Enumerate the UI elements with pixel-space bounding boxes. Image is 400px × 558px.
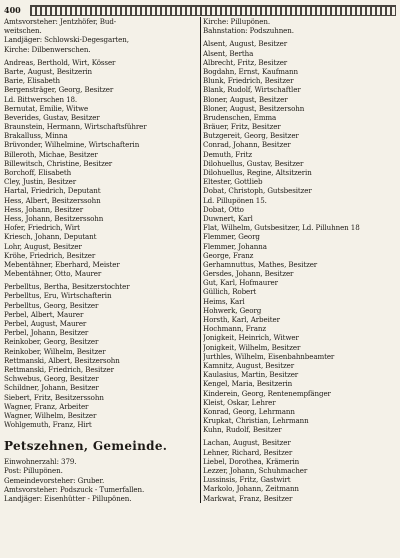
directory-entry: Mebentähner, Eberhard, Meister <box>4 259 120 269</box>
directory-entry: Hess, Johann, Besitzerssohn <box>4 213 104 223</box>
directory-entry: Bergensträger, Georg, Besitzer <box>4 85 114 95</box>
directory-entry: Mebentähner, Otto, Maurer <box>4 269 102 279</box>
directory-entry: Lachan, August, Besitzer <box>203 438 291 448</box>
directory-entry: Bahnstation: Podszuhnen. <box>203 26 294 36</box>
directory-entry: Hofer, Friedrich, Wirt <box>4 223 80 233</box>
directory-entry: Reinkober, Georg, Besitzer <box>4 337 99 347</box>
directory-entry: Kirche: Pillupönen. <box>203 17 270 26</box>
directory-entry: Wagner, Franz, Arbeiter <box>4 401 89 411</box>
directory-entry: Kröhe, Friedrich, Besitzer <box>4 250 96 260</box>
directory-entry: Demuth, Fritz <box>203 149 252 159</box>
directory-entry: Horsth, Karl, Arbeiter <box>203 315 280 324</box>
directory-entry: Rettmanski, Friedrich, Besitzer <box>4 364 114 374</box>
directory-entry: Barte, August, Besitzerin <box>4 66 93 76</box>
directory-entry: Hohwerk, Georg <box>203 305 262 315</box>
directory-entry: Schwebus, Georg, Besitzer <box>4 374 99 384</box>
directory-entry: Billewitsch, Christine, Besitzer <box>4 158 113 168</box>
directory-entry: Lezzer, Johann, Schuhmacher <box>203 466 308 475</box>
directory-entry: Güllich, Robert <box>203 287 257 297</box>
directory-entry: Amtsvorsteher: Jentzhöfer, Bud- <box>4 17 117 26</box>
directory-entry: Kriesch, Johann, Deputant <box>4 232 97 242</box>
directory-entry: Kaulasius, Martin, Besitzer <box>203 370 299 380</box>
directory-entry: Billeroth, Michae, Besitzer <box>4 149 98 159</box>
directory-entry: Krupkat, Christian, Lehrmann <box>203 416 309 426</box>
left-column <box>4 17 197 503</box>
directory-entry: Alsent, August, Besitzer <box>203 39 288 49</box>
directory-entry: Perbel, Albert, Maurer <box>4 309 84 319</box>
gemeinde-info-line: Gemeindevorsteher: Gruber. <box>4 475 105 485</box>
directory-entry: George, Franz <box>203 250 254 260</box>
directory-entry: Landjäger: Schlowski-Degesgarten, <box>4 35 129 45</box>
directory-entry: Gut, Karl, Hofmaurer <box>203 278 278 288</box>
directory-entry: Gerhamnuttus, Mathes, Besitzer <box>203 259 318 269</box>
directory-entry: Albrecht, Fritz, Besitzer <box>203 57 288 67</box>
directory-entry: Lehner, Richard, Besitzer <box>203 447 293 457</box>
directory-entry: Jonigkeit, Heinrich, Witwer <box>203 333 299 343</box>
directory-entry: Brakalluss, Minna <box>4 131 68 141</box>
gemeinde-heading: Petszehnen, Gemeinde. <box>4 439 168 454</box>
directory-entry: Ld. Pillupönen 15. <box>203 195 267 205</box>
directory-entry: Hochmann, Franz <box>203 324 266 334</box>
directory-entry: Bloner, August, Besitzersohn <box>203 103 305 113</box>
directory-entry: Perbel, Johann, Besitzer <box>4 328 89 338</box>
directory-entry: Blunk, Friedrich, Besitzer <box>203 76 294 86</box>
directory-entry: Blank, Rudolf, Wirtschaftler <box>203 85 301 95</box>
directory-entry: Brudenschen, Emma <box>203 112 277 122</box>
column-divider <box>200 17 201 503</box>
directory-entry: Markwat, Franz, Besitzer <box>203 493 293 503</box>
directory-entry: Flemmer, Johanna <box>203 241 267 251</box>
directory-entry: Perbel, August, Maurer <box>4 319 87 328</box>
directory-entry: Dobat, Christoph, Gutsbesitzer <box>203 186 312 196</box>
directory-entry: Kamnitz, August, Besitzer <box>203 360 294 370</box>
directory-entry: Rettmanski, Albert, Besitzersohn <box>4 355 120 365</box>
page-number: 400 <box>4 5 21 15</box>
directory-entry: Schildner, Johann, Besitzer <box>4 383 99 393</box>
directory-entry: Heims, Karl <box>203 296 245 306</box>
directory-entry: Barie, Elisabeth <box>4 76 60 86</box>
directory-entry: Dilohuellus, Regine, Altsitzerin <box>203 168 312 177</box>
directory-entry: Wohlgemuth, Franz, Hirt <box>4 420 92 430</box>
directory-entry: Perbelltus, Eru, Wirtschafterin <box>4 291 112 301</box>
directory-entry: Flat, Wilhelm, Gutsbesitzer, Ld. Pilluhnen 18 <box>203 223 360 233</box>
directory-entry: Andreas, Berthold, Wirt, Kösser <box>4 57 116 67</box>
directory-entry: Bogdahn, Ernst, Kaufmann <box>203 66 298 76</box>
directory-entry: Hartal, Friedrich, Deputant <box>4 186 101 196</box>
directory-entry: Hess, Albert, Besitzerssohn <box>4 195 101 205</box>
header-ornament <box>30 5 396 16</box>
directory-entry: Bloner, August, Besitzer <box>203 94 288 104</box>
directory-entry: Alsent, Bertha <box>203 48 254 58</box>
directory-entry: Duwnert, Karl <box>203 213 253 223</box>
directory-entry: Siebert, Fritz, Besitzerssohn <box>4 392 104 402</box>
directory-entry: Beverides, Gustav, Besitzer <box>4 112 100 122</box>
directory-entry: Perbelltus, Georg, Besitzer <box>4 300 99 310</box>
directory-entry: weitschen. <box>4 26 42 36</box>
directory-entry: Conrad, Johann, Besitzer <box>203 140 291 150</box>
right-column <box>203 17 396 503</box>
gemeinde-info-line: Post: Pillupönen. <box>4 466 63 476</box>
directory-entry: Kinderein, Georg, Rentenempfänger <box>203 388 331 398</box>
gemeinde-info-line: Einwohnerzahl: 379. <box>4 457 77 467</box>
directory-entry: Bräuer, Fritz, Besitzer <box>203 122 281 132</box>
gemeinde-info-line: Amtsvorsteher: Podszuck - Tumerfallen. <box>4 484 145 494</box>
gemeinde-info-line: Landjäger: Eisenhütter - Pillupönen. <box>4 494 132 503</box>
two-column-listing <box>4 17 396 503</box>
directory-entry: Perbelltus, Bertha, Besitzerstochter <box>4 282 130 292</box>
directory-entry: Kengel, Maria, Besitzerin <box>203 379 293 389</box>
directory-entry: Butzgereit, Georg, Besitzer <box>203 131 299 141</box>
directory-entry: Gersdes, Johann, Besitzer <box>203 269 294 279</box>
directory-entry: Kirche: Dilbenwerschen. <box>4 44 91 54</box>
directory-entry: Flemmer, Georg <box>203 232 260 242</box>
directory-entry: Reinkober, Wilhelm, Besitzer <box>4 346 106 356</box>
directory-entry: Hess, Johann, Besitzer <box>4 204 84 214</box>
directory-entry: Dobat, Otto <box>203 204 244 214</box>
directory-entry: Markolo, Johann, Zeitmann <box>203 484 299 494</box>
directory-entry: Konrad, Georg, Lehrmann <box>203 406 295 416</box>
directory-entry: Liebel, Dorothea, Krämerin <box>203 456 300 466</box>
directory-entry: Brüvonder, Wilhelmine, Wirtschafterin <box>4 140 140 150</box>
directory-entry: Ld. Bittwerschen 18. <box>4 94 78 104</box>
directory-entry: Bernutat, Emilie, Witwe <box>4 103 89 113</box>
directory-entry: Lussinsis, Fritz, Gastwirt <box>203 475 291 485</box>
directory-entry: Kleist, Oskar, Lehrer <box>203 397 276 407</box>
directory-entry: Jonigkeit, Wilhelm, Besitzer <box>203 342 301 352</box>
directory-entry: Dilohuellus, Gustav, Besitzer <box>203 158 304 168</box>
directory-entry: Borchoff, Elisabeth <box>4 168 72 177</box>
directory-entry: Braunstein, Hermann, Wirtschaftsführer <box>4 122 147 132</box>
directory-entry: Eltester, Gottlieb <box>203 177 263 187</box>
directory-entry: Cley, Justin, Besitzer <box>4 177 77 187</box>
directory-entry: Kuhn, Rudolf, Besitzer <box>203 425 282 435</box>
directory-entry: Wagner, Wilhelm, Besitzer <box>4 410 97 420</box>
directory-entry: Jurthles, Wilhelm, Eisenbahnbeamter <box>203 351 335 361</box>
directory-entry: Lohr, August, Besitzer <box>4 241 82 251</box>
page-header <box>4 3 396 17</box>
